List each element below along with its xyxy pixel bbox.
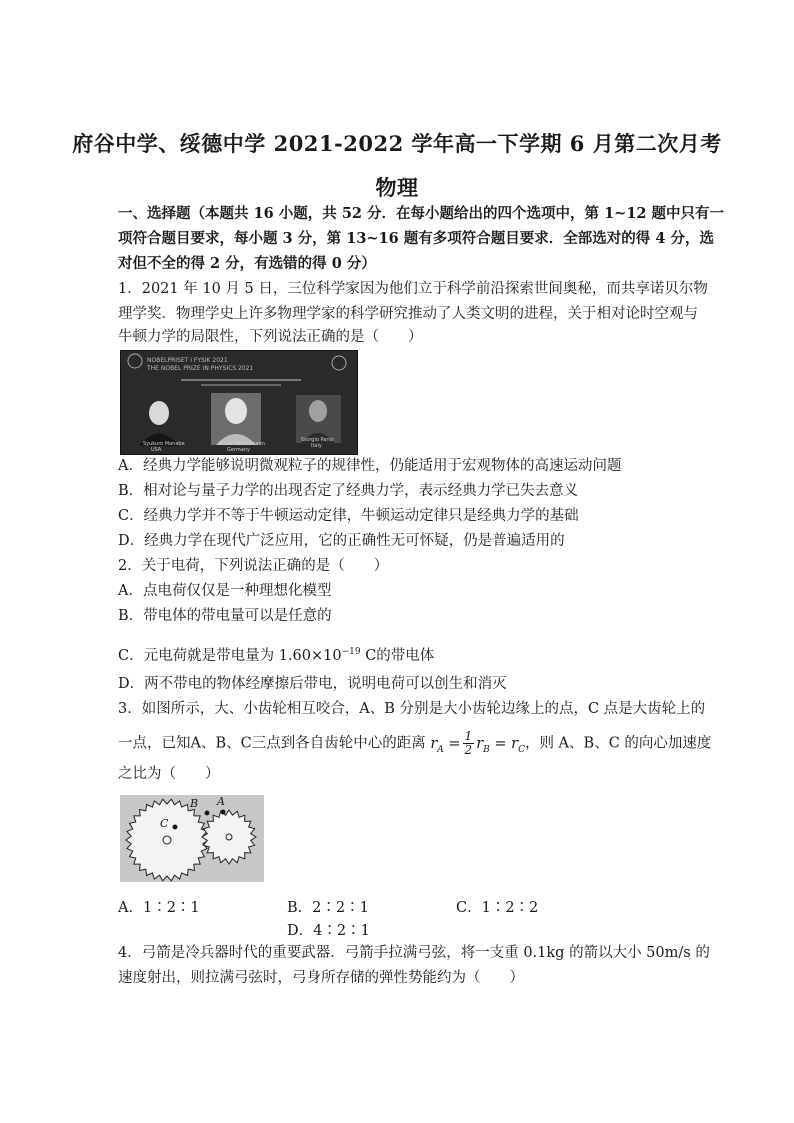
- q3-option-b: B．2∶2∶1: [287, 900, 369, 916]
- q1-stem-line-1: 1．2021 年 10 月 5 日，三位科学家因为他们立于科学前沿探索世间奥秘，而共享诺贝尔物: [118, 281, 708, 297]
- q3-stem-line-1: 3．如图所示，大、小齿轮相互咬合，A、B 分别是大小齿轮边缘上的点，C 点是大齿轮上的: [118, 701, 706, 717]
- laureate-country-3: Italy: [311, 443, 322, 449]
- subject-title: 物理: [375, 175, 419, 200]
- laureate-name-1: Syukuro Manabe: [143, 441, 185, 447]
- q1-option-d: D．经典力学在现代广泛应用，它的正确性无可怀疑，仍是普遍适用的: [118, 533, 565, 549]
- q3-stem-line-2-text: 一点，已知A、B、C三点到各自齿轮中心的距离: [118, 735, 426, 752]
- q2-option-c: [118, 642, 434, 666]
- q2-option-c-unit: C的带电体: [360, 647, 435, 664]
- q3-stem-line-2: [118, 730, 711, 759]
- point-b-dot: [205, 811, 209, 815]
- small-gear-center: [226, 834, 232, 840]
- laureate-country-2: Germany: [227, 447, 250, 453]
- q2-option-a: A．点电荷仅仅是一种理想化模型: [118, 583, 332, 599]
- nobel-header-2: THE NOBEL PRIZE IN PHYSICS 2021: [147, 365, 254, 372]
- laureate-country-1: USA: [151, 447, 162, 453]
- q2-option-b: B．带电体的带电量可以是任意的: [118, 608, 332, 624]
- q2-option-c-text: C．元电荷就是带电量为 1.60×10: [118, 647, 342, 664]
- label-c: C: [160, 817, 169, 830]
- section-instruction-line-3: 对但不全的得 2 分，有选错的得 0 分）: [118, 255, 376, 272]
- q1-stem-line-3: 牛顿力学的局限性，下列说法正确的是（ ）: [118, 329, 423, 345]
- q1-option-a: A．经典力学能够说明微观粒子的规律性，仍能适用于宏观物体的高速运动问题: [118, 458, 622, 474]
- q3-fraction: [463, 730, 475, 757]
- q3-stem-line-3: 之比为（ ）: [118, 766, 220, 782]
- label-a: A: [217, 795, 225, 808]
- nobel-header-1: NOBELPRISET I FYSIK 2021: [147, 357, 228, 364]
- section-instruction-line-1: 一、选择题（本题共 16 小题，共 52 分．在每小题给出的四个选项中，第 1~12 题中只有一: [118, 205, 725, 222]
- q3-option-d: D．4∶2∶1: [287, 923, 370, 939]
- q1-option-b: B．相对论与量子力学的出现否定了经典力学，表示经典力学已失去意义: [118, 483, 579, 499]
- q4-stem-line-2: 速度射出，则拉满弓弦时，弓身所存储的弹性势能约为（ ）: [118, 970, 524, 986]
- q1-option-c: C．经典力学并不等于牛顿运动定律，牛顿运动定律只是经典力学的基础: [118, 508, 579, 524]
- section-instruction-line-2: 项符合题目要求，每小题 3 分，第 13~16 题有多项符合题目要求．全部选对的得 4 分，选: [118, 230, 714, 247]
- q3-fraction-numerator: 1: [464, 729, 473, 743]
- large-gear-center: [163, 836, 171, 844]
- q3-fraction-denominator: 2: [464, 743, 473, 757]
- laureate-name-3: Giorgio Parisi: [301, 437, 334, 443]
- q3-option-a: A．1∶2∶1: [118, 900, 200, 916]
- gear-figure: [120, 795, 264, 882]
- q1-stem-line-2: 理学奖．物理学史上许多物理学家的科学研究推动了人类文明的进程，关于相对论时空观与: [118, 306, 698, 322]
- point-c-dot: [173, 825, 177, 829]
- q3-formula: $r_A$ = $\frac{1}{2}$ $r_B = r_C$: [430, 729, 525, 757]
- q2-option-c-exponent: −19: [341, 647, 361, 657]
- point-a-dot: [221, 810, 225, 814]
- q2-stem: 2．关于电荷，下列说法正确的是（ ）: [118, 558, 389, 574]
- q2-option-d: D．两不带电的物体经摩擦后带电，说明电荷可以创生和消灭: [118, 676, 507, 692]
- nobel-prize-photo: [120, 350, 358, 455]
- laureate-name-2: Klaus Hasselmann: [219, 441, 265, 447]
- q3-stem-line-2-tail: ，则 A、B、C 的向心加速度: [524, 735, 712, 752]
- q4-stem-line-1: 4．弓箭是冷兵器时代的重要武器．弓箭手拉满弓弦，将一支重 0.1kg 的箭以大小 50m/s 的: [118, 945, 710, 961]
- label-b: B: [190, 797, 199, 810]
- q3-option-c: C．1∶2∶2: [456, 900, 539, 916]
- exam-title: 府谷中学、绥德中学 2021-2022 学年高一下学期 6 月第二次月考: [72, 131, 722, 156]
